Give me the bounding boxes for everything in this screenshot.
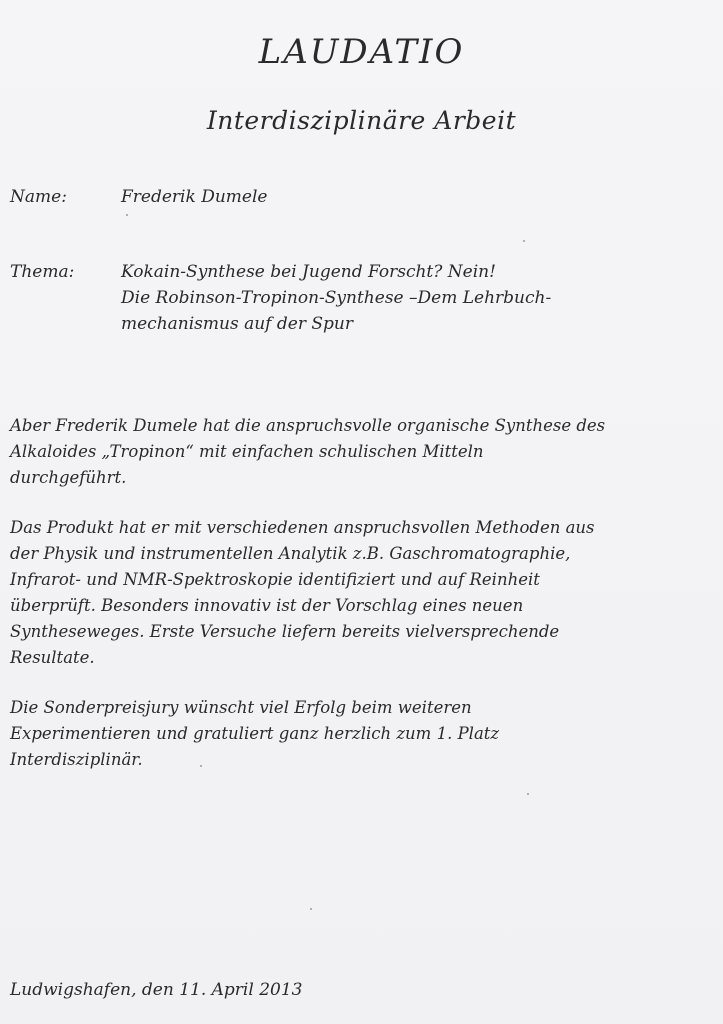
- paper-speck: [310, 908, 312, 910]
- document-title: LAUDATIO: [258, 32, 465, 72]
- paragraph-line: Resultate.: [10, 648, 95, 667]
- thema-line: Kokain-Synthese bei Jugend Forscht? Nein!: [121, 262, 496, 282]
- name-label: Name:: [10, 187, 67, 207]
- paragraph-line: Alkaloides „Tropinon“ mit einfachen schulischen Mitteln: [10, 442, 484, 461]
- thema-line: mechanismus auf der Spur: [121, 314, 353, 334]
- paragraph-congratulations: [10, 695, 715, 773]
- paragraph-line: überprüft. Besonders innovativ ist der Vorschlag eines neuen: [10, 596, 524, 615]
- paper-speck: [523, 240, 525, 242]
- paper-speck: [527, 793, 529, 795]
- paragraph-line: Infrarot- und NMR-Spektroskopie identifiziert und auf Reinheit: [10, 570, 540, 589]
- paragraph-line: Interdisziplinär.: [10, 750, 143, 769]
- thema-line: Die Robinson-Tropinon-Synthese –Dem Lehrbuch-: [121, 288, 552, 308]
- paragraph-line: Das Produkt hat er mit verschiedenen anspruchsvollen Methoden aus: [10, 518, 595, 537]
- paragraph-analysis: [10, 515, 715, 671]
- thema-label: Thema:: [10, 262, 75, 282]
- place-date-line: Ludwigshafen, den 11. April 2013: [10, 980, 303, 1000]
- paragraph-line: Experimentieren und gratuliert ganz herzlich zum 1. Platz: [10, 724, 500, 743]
- thema-value: [121, 259, 551, 337]
- paragraph-line: Aber Frederik Dumele hat die anspruchsvolle organische Synthese des: [10, 416, 606, 435]
- paragraph-line: durchgeführt.: [10, 468, 127, 487]
- document-subtitle: Interdisziplinäre Arbeit: [206, 106, 517, 135]
- paper-speck: [126, 214, 128, 216]
- paragraph-synthesis: [10, 413, 715, 491]
- paragraph-line: Syntheseweges. Erste Versuche liefern bereits vielversprechende: [10, 622, 560, 641]
- paper-speck: [200, 765, 202, 767]
- name-value: Frederik Dumele: [121, 187, 268, 207]
- paragraph-line: Die Sonderpreisjury wünscht viel Erfolg beim weiteren: [10, 698, 472, 717]
- paragraph-line: der Physik und instrumentellen Analytik z.B. Gaschromatographie,: [10, 544, 571, 563]
